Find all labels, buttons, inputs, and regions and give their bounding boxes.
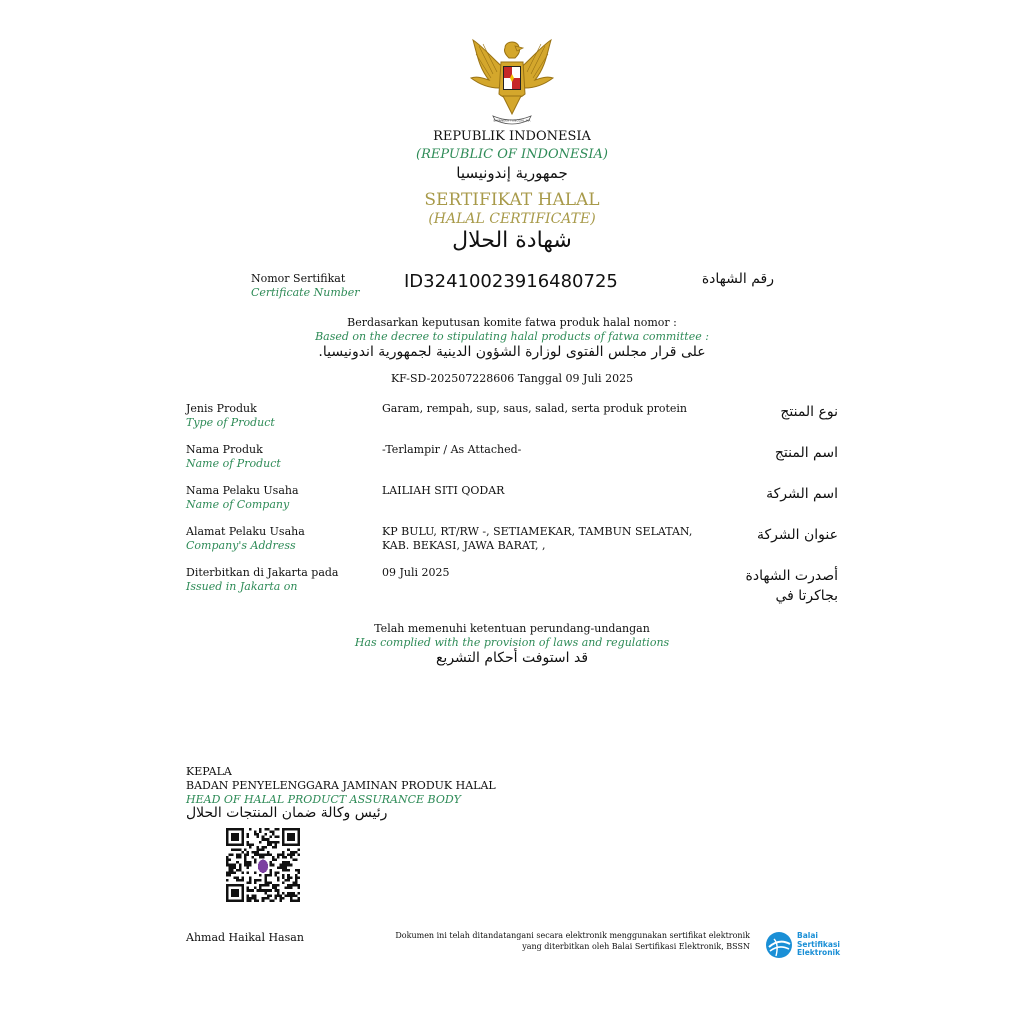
field-value-company-address: KP BULU, RT/RW -, SETIAMEKAR, TAMBUN SELATAN, KAB. BEKASI, JAWA BARAT, , <box>382 525 693 552</box>
field-label-en: Issued in Jakarta on <box>186 580 298 593</box>
signatory-title-2: BADAN PENYELENGGARA JAMINAN PRODUK HALAL <box>186 779 496 792</box>
compliance-line-id: Telah memenuhi ketentuan perundang-undangan <box>374 622 650 635</box>
qr-code[interactable] <box>226 828 300 902</box>
certificate-number-label-en: Certificate Number <box>251 286 360 299</box>
certificate-number-label-id: Nomor Sertifikat <box>251 272 346 285</box>
signatory-title-en: HEAD OF HALAL PRODUCT ASSURANCE BODY <box>186 793 461 806</box>
field-label-ar-name-of-product: اسم المنتج <box>774 445 838 461</box>
signatory-block <box>186 765 496 807</box>
bsre-logo-line-2: Sertifikasi <box>797 939 840 949</box>
signatory-title-ar: رئيس وكالة ضمان المنتجات الحلال <box>186 805 388 821</box>
field-name-of-product <box>186 443 281 471</box>
certificate-number-label-ar: رقم الشهادة <box>701 271 774 287</box>
decree-line-ar: على قرار مجلس الفتوى لوزارة الشؤون الدينية لجمهورية اندونيسيا. <box>318 344 706 360</box>
certificate-title-en: (HALAL CERTIFICATE) <box>428 211 596 227</box>
decree-line-en: Based on the decree to stipulating halal products of fatwa committee : <box>315 330 709 343</box>
decree-reference: KF-SD-202507228606 Tanggal 09 Juli 2025 <box>390 372 634 385</box>
field-label-en: Type of Product <box>186 416 275 429</box>
bsre-logo <box>764 930 840 960</box>
country-name-id: REPUBLIK INDONESIA <box>433 129 591 144</box>
field-type-of-product <box>186 402 275 430</box>
bsre-globe-icon <box>764 930 794 960</box>
field-value-type-of-product: Garam, rempah, sup, saus, salad, serta produk protein <box>382 402 688 415</box>
field-label-ar-issued-on: أصدرت الشهادة بجاكرتا في <box>745 568 838 604</box>
electronic-signature-note <box>340 930 750 952</box>
field-label-id: Nama Pelaku Usaha <box>186 484 299 497</box>
certificate-number-value: ID32410023916480725 <box>404 271 618 292</box>
field-label-id: Alamat Pelaku Usaha <box>186 525 305 538</box>
footer-note-line-2: yang diterbitkan oleh Balai Sertifikasi Elektronik, BSSN <box>522 942 750 951</box>
certificate-title-id: SERTIFIKAT HALAL <box>424 190 600 210</box>
field-value-name-of-company: LAILIAH SITI QODAR <box>382 484 505 497</box>
garuda-pancasila-emblem <box>467 34 557 126</box>
footer-note-line-1: Dokumen ini telah ditandatangani secara elektronik menggunakan sertifikat elektronik <box>395 931 750 940</box>
field-label-en: Name of Company <box>186 498 290 511</box>
country-name-ar: جمهورية إندونيسيا <box>456 164 568 182</box>
field-label-ar-type-of-product: نوع المنتج <box>780 404 838 420</box>
field-label-en: Name of Product <box>186 457 281 470</box>
field-label-en: Company's Address <box>186 539 296 552</box>
field-label-id: Diterbitkan di Jakarta pada <box>186 566 339 579</box>
compliance-line-en: Has complied with the provision of laws and regulations <box>354 636 670 649</box>
signatory-name: Ahmad Haikal Hasan <box>186 931 304 944</box>
bsre-logo-line-3: Elektronik <box>797 948 841 958</box>
decree-line-id: Berdasarkan keputusan komite fatwa produk halal nomor : <box>347 316 677 329</box>
country-name-en: (REPUBLIC OF INDONESIA) <box>416 147 608 162</box>
emblem-motto: BHINNEKA TUNGGAL IKA <box>493 118 531 123</box>
field-company-address <box>186 525 305 553</box>
field-value-issued-on: 09 Juli 2025 <box>382 566 450 579</box>
signatory-title-1: KEPALA <box>186 765 232 778</box>
field-label-ar-company-address: عنوان الشركة <box>757 527 838 543</box>
field-name-of-company <box>186 484 299 512</box>
field-value-name-of-product: -Terlampir / As Attached- <box>382 443 522 456</box>
compliance-line-ar: قد استوفت أحكام التشريع <box>435 650 589 666</box>
field-label-ar-name-of-company: اسم الشركة <box>766 486 838 502</box>
field-label-id: Nama Produk <box>186 443 263 456</box>
field-issued-on <box>186 566 339 594</box>
bsre-logo-line-1: Balai <box>797 931 818 941</box>
certificate-title-ar: شهادة الحلال <box>452 228 572 253</box>
field-label-id: Jenis Produk <box>186 402 257 415</box>
